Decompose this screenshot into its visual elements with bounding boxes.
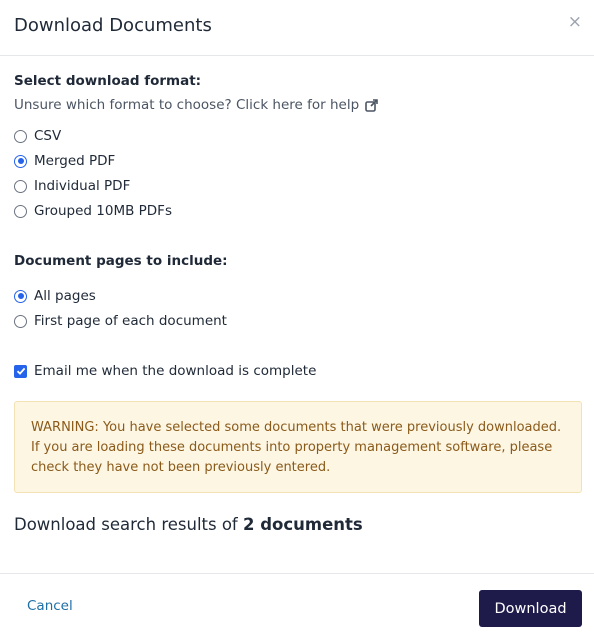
download-summary [14, 515, 363, 534]
email-checkbox[interactable] [14, 365, 27, 378]
radio-individual-pdf[interactable] [14, 180, 27, 193]
format-help-text: Unsure which format to choose? Click here for help [14, 97, 360, 113]
cancel-button[interactable]: Cancel [27, 598, 73, 614]
warning-line: WARNING: You have selected some documents that were previously downloaded. [31, 420, 562, 435]
email-label: Email me when the download is complete [34, 363, 317, 379]
radio-grouped-pdfs[interactable] [14, 205, 27, 218]
format-option-individual-pdf[interactable] [14, 177, 130, 195]
format-option-label: Individual PDF [34, 178, 131, 194]
summary-prefix: Download search results of [14, 515, 243, 534]
close-icon[interactable]: × [567, 12, 582, 32]
format-option-label: Merged PDF [34, 153, 116, 169]
radio-first-page[interactable] [14, 315, 27, 328]
format-option-merged-pdf[interactable] [14, 152, 115, 170]
checkmark-icon [16, 366, 26, 376]
document-count: 2 documents [243, 515, 363, 534]
warning-box [14, 401, 582, 493]
radio-merged-pdf[interactable] [14, 155, 27, 168]
format-option-label: Grouped 10MB PDFs [34, 203, 172, 219]
radio-all-pages[interactable] [14, 290, 27, 303]
format-option-csv[interactable] [14, 127, 61, 145]
external-link-icon [365, 99, 378, 112]
pages-option-label: All pages [34, 288, 96, 304]
format-help-link[interactable] [14, 97, 378, 113]
pages-heading: Document pages to include: [14, 253, 228, 269]
format-option-grouped-pdfs[interactable] [14, 202, 172, 220]
pages-option-all[interactable] [14, 287, 96, 305]
warning-line: check they have not been previously entered. [31, 460, 331, 475]
radio-csv[interactable] [14, 130, 27, 143]
dialog-title: Download Documents [14, 15, 212, 36]
pages-option-first[interactable] [14, 312, 227, 330]
warning-line: If you are loading these documents into property management software, please [31, 440, 553, 455]
email-option[interactable] [14, 362, 316, 380]
dialog-footer [0, 573, 594, 639]
format-option-label: CSV [34, 128, 62, 144]
download-button[interactable]: Download [479, 590, 582, 627]
format-heading: Select download format: [14, 73, 202, 89]
pages-option-label: First page of each document [34, 313, 227, 329]
dialog-header [0, 0, 594, 56]
